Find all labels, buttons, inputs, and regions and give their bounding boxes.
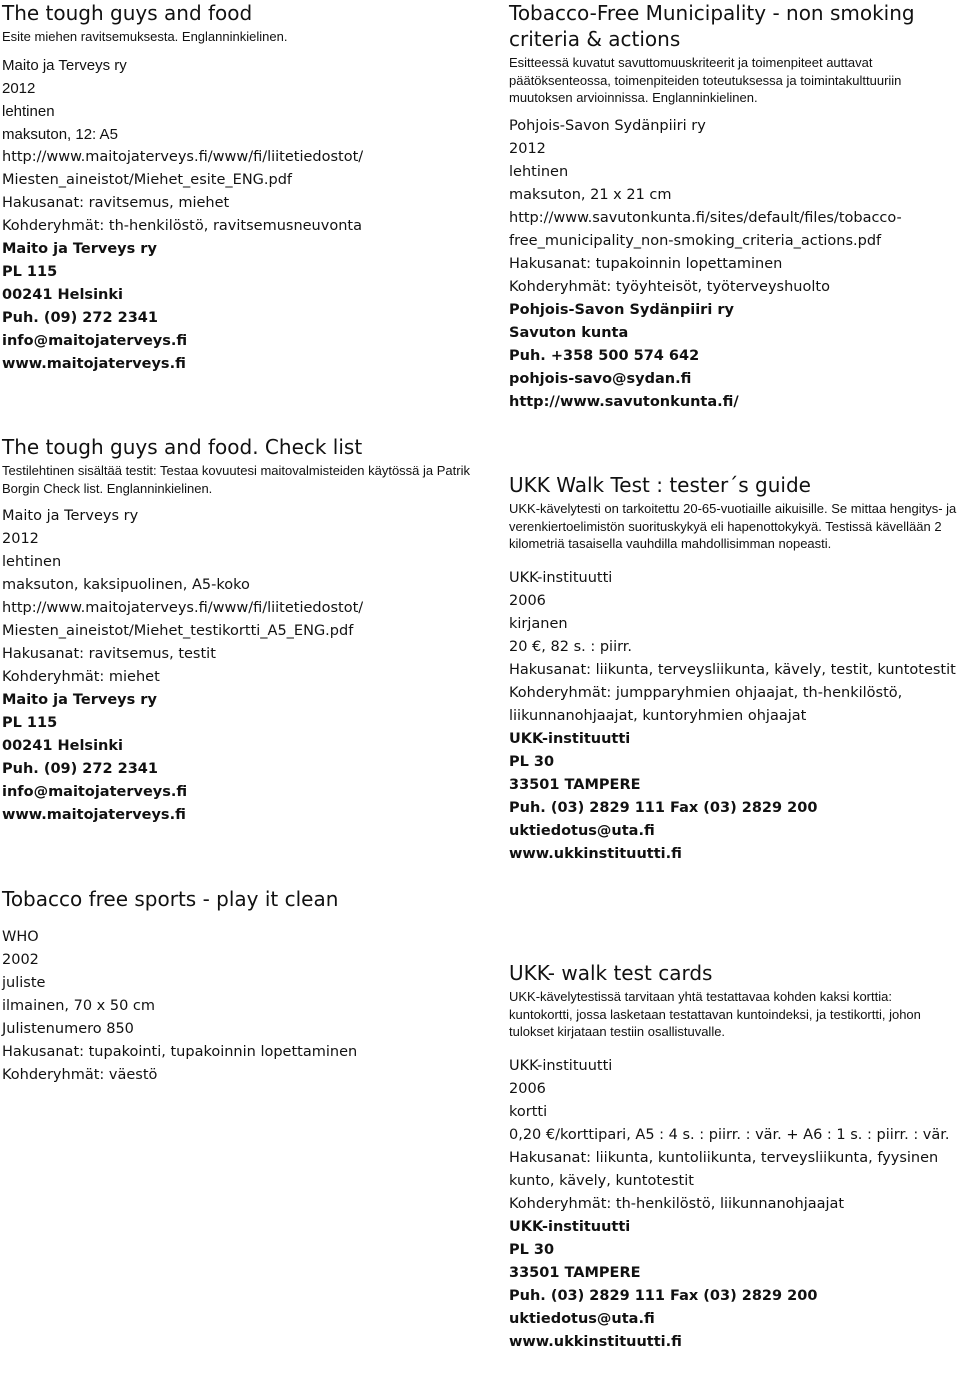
entry-year: 2002: [2, 952, 39, 968]
contact-web[interactable]: http://www.savutonkunta.fi/: [509, 393, 739, 410]
entry-type: kirjanen: [509, 615, 568, 632]
entry-type: juliste: [2, 975, 46, 991]
entry-price: 20 €, 82 s. : piirr.: [509, 638, 633, 655]
contact-org: Maito ja Terveys ry: [2, 692, 157, 708]
entry-type: lehtinen: [509, 163, 569, 180]
entry-target-groups: Kohderyhmät: jumpparyhmien ohjaajat, th-henkilöstö, liikunnanohjaajat, kuntoryhmien ohjaajat: [509, 684, 903, 724]
entry-url[interactable]: http://www.maitojaterveys.fi/www/fi/liitetiedostot/: [2, 148, 364, 165]
entry-title: The tough guys and food. Check list: [2, 435, 363, 459]
catalog-entry: [2, 0, 472, 376]
entry-keywords: Hakusanat: tupakointi, tupakoinnin lopettaminen: [2, 1044, 358, 1060]
entry-price: ilmainen, 70 x 50 cm: [2, 998, 156, 1014]
contact-box: PL 115: [2, 715, 58, 731]
entry-year: 2006: [509, 1080, 546, 1097]
entry-type: kortti: [509, 1103, 548, 1120]
entry-type: lehtinen: [2, 554, 62, 570]
entry-type: lehtinen: [2, 102, 55, 120]
contact-email[interactable]: pohjois-savo@sydan.fi: [509, 370, 692, 387]
entry-publisher: Pohjois-Savon Sydänpiiri ry: [509, 117, 706, 134]
contact-unit: Savuton kunta: [509, 324, 629, 341]
entry-title: Tobacco free sports - play it clean: [2, 887, 339, 911]
entry-url-continued[interactable]: free_municipality_non-smoking_criteria_actions.pdf: [509, 232, 882, 249]
catalog-entry: [509, 472, 959, 866]
contact-phone: Puh. (03) 2829 111 Fax (03) 2829 200: [509, 1287, 818, 1304]
entry-title: The tough guys and food: [2, 1, 253, 25]
contact-web[interactable]: www.ukkinstituutti.fi: [509, 1333, 682, 1350]
entry-number: Julistenumero 850: [2, 1021, 134, 1037]
entry-title: Tobacco-Free Municipality - non smoking criteria & actions: [509, 1, 915, 51]
entry-target-groups: Kohderyhmät: väestö: [2, 1067, 158, 1083]
contact-city: 33501 TAMPERE: [509, 1264, 641, 1281]
contact-box: PL 115: [2, 263, 58, 280]
entry-url[interactable]: http://www.maitojaterveys.fi/www/fi/liitetiedostot/: [2, 600, 364, 616]
entry-publisher: WHO: [2, 929, 39, 945]
contact-org: UKK-instituutti: [509, 1218, 631, 1235]
contact-box: PL 30: [509, 1241, 555, 1258]
contact-org: Maito ja Terveys ry: [2, 240, 157, 257]
contact-city: 33501 TAMPERE: [509, 776, 641, 793]
entry-target-groups: Kohderyhmät: th-henkilöstö, liikunnanohjaajat: [509, 1195, 845, 1212]
entry-year: 2012: [2, 79, 36, 97]
catalog-entry: [509, 0, 959, 414]
catalog-entry: [2, 434, 472, 827]
entry-url-continued[interactable]: Miesten_aineistot/Miehet_testikortti_A5_ENG.pdf: [2, 623, 354, 639]
entry-title: UKK- walk test cards: [509, 961, 713, 985]
entry-description: Esitteessä kuvatut savuttomuuskriteerit ja toimenpiteet auttavat päätöksenteossa, toimenpiteiden toteutuksessa ja toimintakulttuuriin muutoksen arvioinnissa. Englanninkielinen.: [509, 55, 902, 105]
entry-year: 2012: [509, 140, 546, 157]
contact-email[interactable]: uktiedotus@uta.fi: [509, 822, 655, 839]
entry-publisher: Maito ja Terveys ry: [2, 56, 127, 74]
entry-price: maksuton, 12: A5: [2, 125, 118, 143]
entry-keywords: Hakusanat: ravitsemus, testit: [2, 646, 216, 662]
entry-year: 2006: [509, 592, 546, 609]
entry-year: 2012: [2, 531, 39, 547]
contact-email[interactable]: info@maitojaterveys.fi: [2, 784, 188, 800]
entry-publisher: Maito ja Terveys ry: [2, 508, 139, 524]
contact-web[interactable]: www.maitojaterveys.fi: [2, 355, 186, 372]
contact-phone: Puh. (09) 272 2341: [2, 761, 158, 777]
entry-keywords: Hakusanat: tupakoinnin lopettaminen: [509, 255, 783, 272]
entry-price: maksuton, kaksipuolinen, A5-koko: [2, 577, 250, 593]
contact-org: Pohjois-Savon Sydänpiiri ry: [509, 301, 734, 318]
entry-publisher: UKK-instituutti: [509, 569, 613, 586]
entry-url-continued[interactable]: Miesten_aineistot/Miehet_esite_ENG.pdf: [2, 171, 293, 188]
contact-phone: Puh. +358 500 574 642: [509, 347, 700, 364]
entry-target-groups: Kohderyhmät: th-henkilöstö, ravitsemusneuvonta: [2, 217, 362, 234]
contact-phone: Puh. (03) 2829 111 Fax (03) 2829 200: [509, 799, 818, 816]
contact-city: 00241 Helsinki: [2, 738, 123, 754]
contact-box: PL 30: [509, 753, 555, 770]
contact-email[interactable]: info@maitojaterveys.fi: [2, 332, 188, 349]
entry-keywords: Hakusanat: liikunta, kuntoliikunta, terveysliikunta, fyysinen kunto, kävely, kuntotestit: [509, 1149, 939, 1189]
contact-email[interactable]: uktiedotus@uta.fi: [509, 1310, 655, 1327]
entry-price: 0,20 €/korttipari, A5 : 4 s. : piirr. : vär. + A6 : 1 s. : piirr. : vär.: [509, 1126, 950, 1143]
contact-web[interactable]: www.ukkinstituutti.fi: [509, 845, 682, 862]
entry-description: UKK-kävelytesti on tarkoitettu 20-65-vuotiaille aikuisille. Se mittaa hengitys- ja verenkiertoelimistön suorituskykyä eli hapenottokykyä. Testissä kävellään 2 kilometriä tasaisella vauhdilla mahdollisimman nopeasti.: [509, 501, 957, 551]
entry-url[interactable]: http://www.savutonkunta.fi/sites/default/files/tobacco-: [509, 209, 902, 226]
contact-phone: Puh. (09) 272 2341: [2, 309, 158, 326]
entry-description: Testilehtinen sisältää testit: Testaa kovuutesi maitovalmisteiden käytössä ja Patrik Borgin Check list. Englanninkielinen.: [2, 463, 470, 496]
entry-price: maksuton, 21 x 21 cm: [509, 186, 672, 203]
contact-web[interactable]: www.maitojaterveys.fi: [2, 807, 186, 823]
entry-keywords: Hakusanat: liikunta, terveysliikunta, kävely, testit, kuntotestit: [509, 661, 956, 678]
catalog-entry: [509, 960, 959, 1354]
contact-org: UKK-instituutti: [509, 730, 631, 747]
entry-description: UKK-kävelytestissä tarvitaan yhtä testattavaa kohden kaksi korttia: kuntokortti, jossa lasketaan testattavan kuntoindeksi, ja testikortti, johon tulokset kirjataan testiin osallistuvalle.: [509, 989, 921, 1039]
entry-target-groups: Kohderyhmät: miehet: [2, 669, 160, 685]
entry-description: Esite miehen ravitsemuksesta. Englanninkielinen.: [2, 29, 288, 44]
catalog-entry: [2, 886, 472, 1087]
entry-keywords: Hakusanat: ravitsemus, miehet: [2, 194, 230, 211]
entry-target-groups: Kohderyhmät: työyhteisöt, työterveyshuolto: [509, 278, 830, 295]
entry-title: UKK Walk Test : tester´s guide: [509, 473, 811, 497]
entry-publisher: UKK-instituutti: [509, 1057, 613, 1074]
contact-city: 00241 Helsinki: [2, 286, 123, 303]
